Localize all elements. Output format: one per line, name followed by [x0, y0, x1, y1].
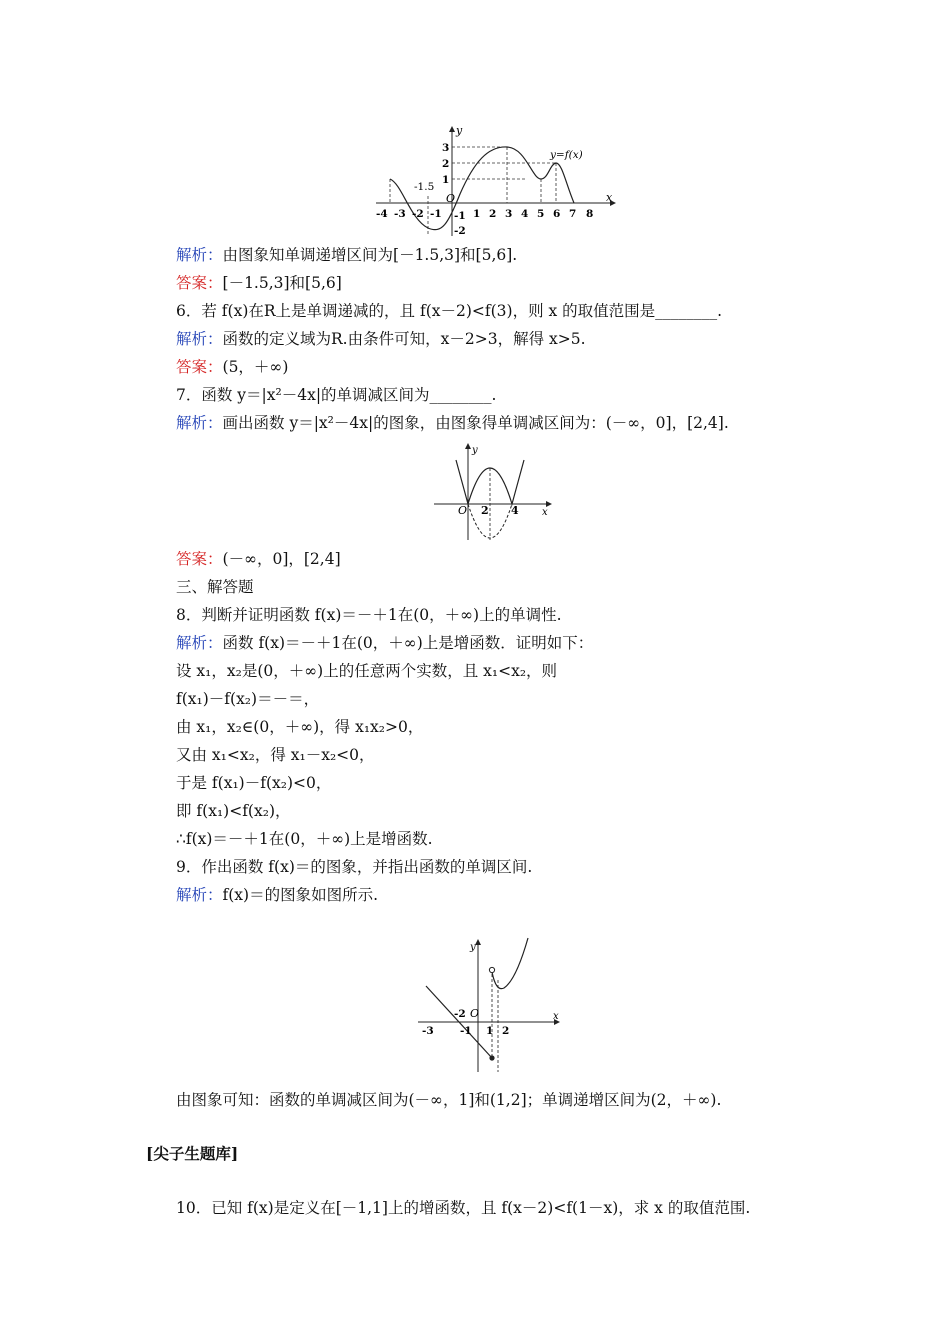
question10: 10．已知 f(x)是定义在[－1,1]上的增函数，且 f(x－2)<f(1－x)，求 x 的取值范围. [176, 1199, 751, 1217]
question7: 7．函数 y＝|x²－4x|的单调减区间为________. [176, 386, 497, 404]
answer7 [176, 549, 341, 569]
fig1-origin: O [446, 192, 456, 205]
question8: 8．判断并证明函数 f(x)＝－＋1在(0，＋∞)上的单调性. [176, 606, 562, 624]
answer6-explanation [176, 329, 586, 349]
fig1-xtick: 7 [569, 208, 577, 220]
fig1-xtick: 6 [553, 208, 561, 220]
proof-line: 设 x₁，x₂是(0，＋∞)上的任意两个实数，且 x₁<x₂，则 [176, 662, 558, 680]
fig3-tick: 2 [502, 1025, 510, 1037]
figure-graph-f-svg [370, 124, 620, 238]
fig3-tick: 1 [486, 1025, 494, 1037]
fig1-xtick: 4 [521, 208, 529, 220]
fig1-ytick: 2 [442, 158, 450, 170]
answer-text: [－1.5,3]和[5,6] [222, 274, 342, 292]
fig1-ytick: 1 [442, 174, 450, 186]
question9: 9．作出函数 f(x)＝的图象，并指出函数的单调区间. [176, 858, 533, 876]
figure-abs-quadratic-svg [432, 442, 556, 542]
answer-label: 答案： [176, 550, 223, 568]
jiexi-text: 函数 f(x)＝－＋1在(0，＋∞)上是增函数．证明如下： [222, 634, 594, 652]
fig1-xtick: -2 [412, 208, 424, 220]
jiexi-label: 解析： [176, 886, 223, 904]
fig2-tick: 4 [511, 504, 519, 517]
fig3-origin: O [470, 1007, 480, 1020]
fig1-xtick: 8 [586, 208, 594, 220]
fig1-x-label: x [606, 191, 613, 204]
question6: 6．若 f(x)在R上是单调递减的，且 f(x－2)<f(3)，则 x 的取值范围是________. [176, 302, 723, 320]
figure-abs-quadratic [432, 442, 556, 542]
figure-piecewise-svg [416, 936, 566, 1074]
answer8-explanation [176, 633, 593, 653]
fig1-xtick: -3 [394, 208, 406, 220]
proof-line: 即 f(x₁)<f(x₂)， [176, 802, 291, 820]
jiexi-text: f(x)＝的图象如图所示. [222, 886, 379, 904]
fig1-xtick: 3 [505, 208, 513, 220]
fig1-ytick: 3 [442, 142, 450, 154]
answer-label: 答案： [176, 358, 223, 376]
fig3-x-label: x [553, 1011, 559, 1022]
fig2-y-label: y [472, 445, 478, 456]
fig1-ytick: -2 [454, 225, 466, 237]
proof-line: 又由 x₁<x₂，得 x₁－x₂<0， [176, 746, 375, 764]
fig3-tick: -3 [422, 1025, 434, 1037]
answer-text: (－∞，0]，[2,4] [222, 550, 341, 568]
answer-label: 答案： [176, 274, 223, 292]
answer9-explanation [176, 885, 378, 905]
fig1-y-label: y [456, 124, 463, 137]
fig1-xtick: 5 [537, 208, 545, 220]
jiexi-label: 解析： [176, 246, 223, 264]
fig3-tick: -1 [460, 1025, 472, 1037]
proof-line: f(x₁)－f(x₂)＝－＝， [176, 690, 320, 708]
fig3-y-label: y [470, 942, 476, 953]
fig1-xtick: -4 [376, 208, 388, 220]
proof-line: ∴f(x)＝－＋1在(0，＋∞)上是增函数. [176, 830, 433, 848]
fig1-curve-label: y=f(x) [550, 149, 583, 161]
fig2-origin: O [458, 504, 468, 517]
answer5 [176, 273, 342, 293]
jiexi-label: 解析： [176, 414, 223, 432]
jiexi-text: 画出函数 y＝|x²－4x|的图象，由图象得单调减区间为：(－∞，0]，[2,4]. [222, 414, 729, 432]
answer6 [176, 357, 288, 377]
jiexi-label: 解析： [176, 634, 223, 652]
proof-line: 于是 f(x₁)－f(x₂)<0， [176, 774, 332, 792]
answer5-explanation [176, 245, 517, 265]
fig2-x-label: x [542, 507, 548, 518]
jiexi-text: 函数的定义域为R.由条件可知，x－2>3，解得 x>5. [222, 330, 586, 348]
figure-piecewise [416, 936, 566, 1074]
fig2-tick: 2 [481, 504, 489, 517]
proof-line: 由 x₁，x₂∈(0，＋∞)，得 x₁x₂>0， [176, 718, 424, 736]
jiexi-text: 由图象知单调递增区间为[－1.5,3]和[5,6]. [222, 246, 518, 264]
fig1-xtick: 2 [489, 208, 497, 220]
jiexi-label: 解析： [176, 330, 223, 348]
section-heading: 三、解答题 [176, 578, 254, 596]
figure-graph-f [370, 124, 620, 238]
fig1-xtick: 1 [473, 208, 481, 220]
fig1-xtick: -1 [430, 208, 442, 220]
answer-text: (5，＋∞) [222, 358, 289, 376]
question-bank-title: [尖子生题库] [146, 1144, 239, 1163]
fig1-ytick: -1 [454, 210, 466, 222]
fig3-tick: -2 [454, 1008, 466, 1020]
answer7-explanation [176, 413, 729, 433]
fig1-special-tick: -1.5 [414, 181, 435, 193]
conclusion9: 由图象可知：函数的单调减区间为(－∞，1]和(1,2]；单调递增区间为(2，＋∞). [176, 1091, 722, 1109]
